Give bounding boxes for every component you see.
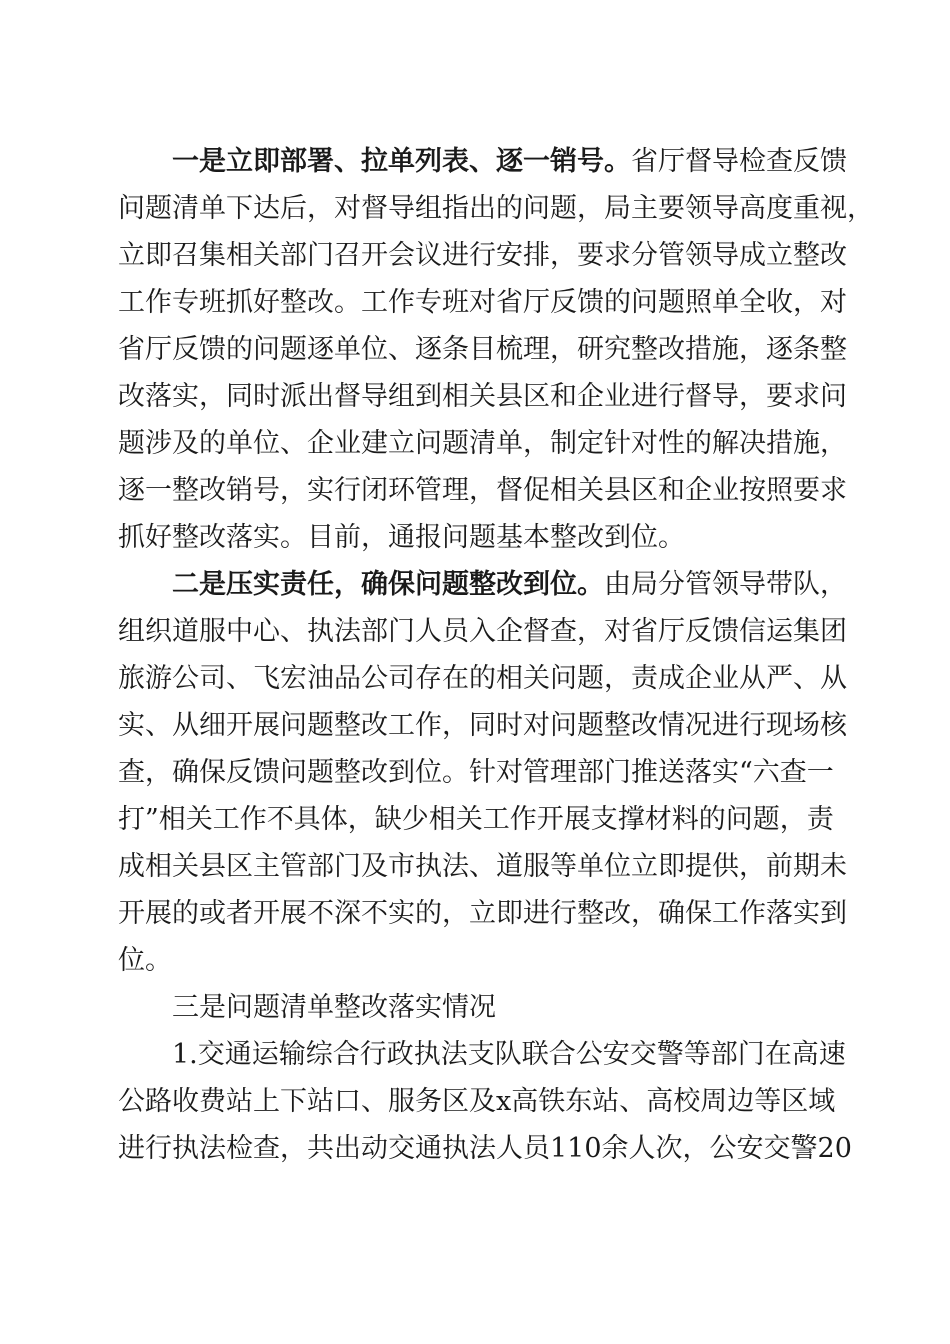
paragraph-2-line-6: 打”相关工作不具体，缺少相关工作开展支撑材料的问题，责 [118,804,834,835]
paragraph-1-line-9: 抓好整改落实。目前，通报问题基本整改到位。 [118,522,685,553]
paragraph-2-line-1 [172,565,847,605]
paragraph-2-line-9: 位。 [118,945,172,976]
paragraph-3-line-1: 三是问题清单整改落实情况 [172,992,496,1023]
paragraph-1-line-6: 改落实，同时派出督导组到相关县区和企业进行督导，要求问 [118,381,847,412]
paragraph-1-line-3: 立即召集相关部门召开会议进行安排，要求分管领导成立整改 [118,240,847,271]
paragraph-2-line-1-text: 由局分管领导带队， [604,569,847,600]
paragraph-1-line-4: 工作专班抓好整改。工作专班对省厅反馈的问题照单全收，对 [118,287,847,318]
paragraph-1-line-5: 省厅反馈的问题逐单位、逐条目梳理，研究整改措施，逐条整 [118,334,847,365]
paragraph-2-heading: 二是压实责任，确保问题整改到位。 [172,569,604,600]
paragraph-1-line-2: 问题清单下达后，对督导组指出的问题，局主要领导高度重视， [118,193,874,224]
paragraph-1-line-1 [172,142,847,182]
paragraph-1-line-1-text: 省厅督导检查反馈 [631,146,847,177]
paragraph-4-line-1: 1.交通运输综合行政执法支队联合公安交警等部门在高速 [172,1039,846,1070]
paragraph-1-line-8: 逐一整改销号，实行闭环管理，督促相关县区和企业按照要求 [118,475,847,506]
paragraph-2-line-7: 成相关县区主管部门及市执法、道服等单位立即提供，前期未 [118,851,847,882]
paragraph-1-heading: 一是立即部署、拉单列表、逐一销号。 [172,146,631,177]
paragraph-2-line-3: 旅游公司、飞宏油品公司存在的相关问题，责成企业从严、从 [118,663,847,694]
paragraph-2-line-5: 查，确保反馈问题整改到位。针对管理部门推送落实“六查一 [118,757,834,788]
paragraph-4-line-2: 公路收费站上下站口、服务区及x高铁东站、高校周边等区域 [118,1086,836,1117]
paragraph-2-line-2: 组织道服中心、执法部门人员入企督查，对省厅反馈信运集团 [118,616,847,647]
paragraph-2-line-8: 开展的或者开展不深不实的，立即进行整改，确保工作落实到 [118,898,847,929]
paragraph-4-line-3: 进行执法检查，共出动交通执法人员110余人次，公安交警20 [118,1133,852,1164]
paragraph-2-line-4: 实、从细开展问题整改工作，同时对问题整改情况进行现场核 [118,710,847,741]
paragraph-1-line-7: 题涉及的单位、企业建立问题清单，制定针对性的解决措施， [118,428,847,459]
